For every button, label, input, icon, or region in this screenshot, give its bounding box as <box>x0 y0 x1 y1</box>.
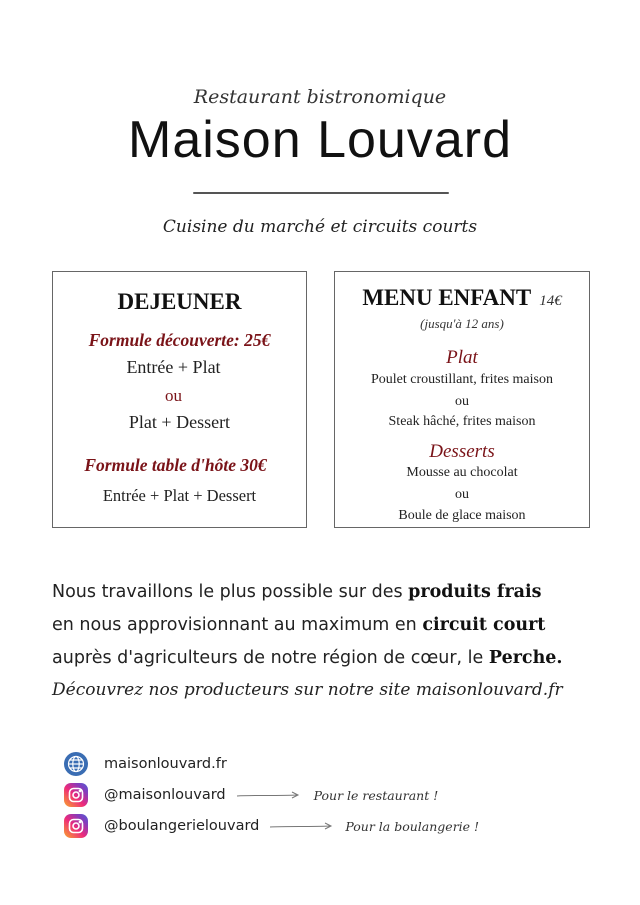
age-note: (jusqu'à 12 ans) <box>420 316 504 331</box>
instagram-restaurant-handle[interactable]: @maisonlouvard <box>104 787 226 803</box>
contact-website[interactable] <box>64 751 227 777</box>
website-link[interactable]: maisonlouvard.fr <box>104 756 227 772</box>
or-separator: ou <box>165 386 182 405</box>
description-line-2: en nous approvisionnant au maximum en circuit court <box>52 615 546 635</box>
page-title: Maison Louvard <box>128 111 512 169</box>
dessert-option-glace: Boule de glace maison <box>398 508 526 523</box>
menu-enfant-card <box>334 271 590 528</box>
instagram-icon <box>64 783 88 807</box>
plat-option-steak: Steak hâché, frites maison <box>388 414 536 429</box>
formula-table-hote: Formule table d'hôte 30€ <box>84 455 267 475</box>
plat-or: ou <box>455 394 469 409</box>
title-divider <box>193 192 449 194</box>
formula-decouverte: Formule découverte: 25€ <box>88 330 271 350</box>
description-paragraph <box>52 576 612 675</box>
menu-enfant-heading <box>335 285 589 311</box>
menu-enfant-title: MENU ENFANT <box>362 285 532 310</box>
instagram-icon <box>64 814 88 838</box>
restaurant-note: Pour le restaurant ! <box>313 787 439 803</box>
plat-option-poulet: Poulet croustillant, frites maison <box>371 372 553 387</box>
description-line-3: auprès d'agriculteurs de notre région de cœur, le Perche. <box>52 648 563 668</box>
contact-instagram-bakery[interactable] <box>64 813 479 839</box>
option-plat-dessert: Plat + Dessert <box>128 412 231 432</box>
bakery-note: Pour la boulangerie ! <box>345 818 480 834</box>
option-entree-plat: Entrée + Plat <box>126 357 221 377</box>
contact-instagram-restaurant[interactable] <box>64 782 438 808</box>
dejeuner-heading: DEJEUNER <box>117 289 242 314</box>
menu-enfant-price: 14€ <box>539 293 562 309</box>
dejeuner-card <box>52 271 307 528</box>
description-line-1: Nous travaillons le plus possible sur des produits frais <box>52 582 542 602</box>
arrow-right-icon <box>269 821 333 831</box>
plat-title: Plat <box>446 347 478 368</box>
restaurant-subtitle: Restaurant bistronomique <box>193 86 447 108</box>
option-entree-plat-dessert: Entrée + Plat + Dessert <box>102 486 257 505</box>
dessert-option-mousse: Mousse au chocolat <box>406 465 518 480</box>
tagline: Cuisine du marché et circuits courts <box>162 217 478 237</box>
desserts-title: Desserts <box>429 441 495 462</box>
instagram-bakery-handle[interactable]: @boulangerielouvard <box>104 818 260 834</box>
arrow-right-icon <box>236 790 300 800</box>
dessert-or: ou <box>455 487 469 502</box>
globe-icon <box>64 752 88 776</box>
producers-link-text: Découvrez nos producteurs sur notre site maisonlouvard.fr <box>52 680 563 700</box>
